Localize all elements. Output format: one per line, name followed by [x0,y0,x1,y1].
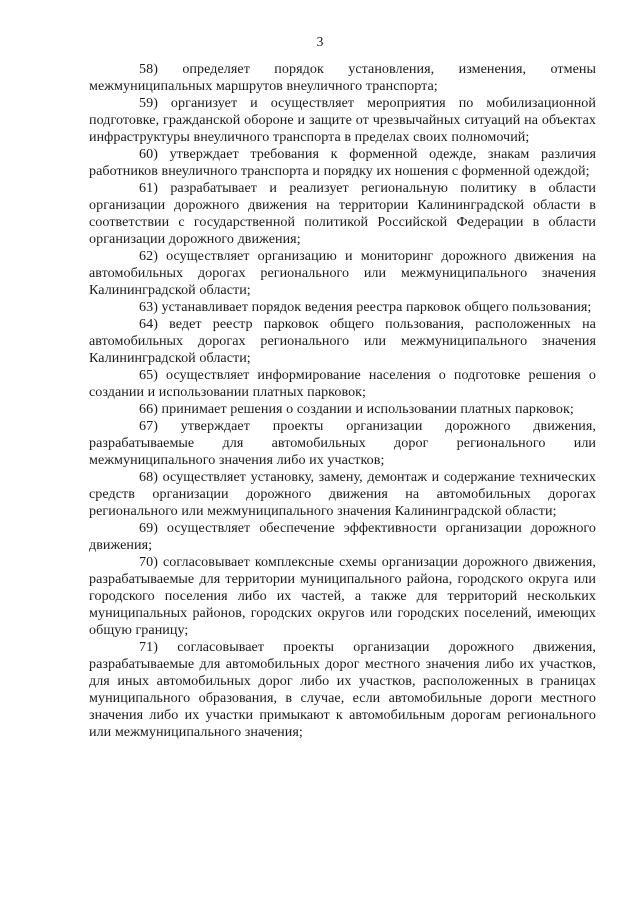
paragraph-63: 63) устанавливает порядок ведения реестра парковок общего пользования; [139,299,592,315]
paragraph-59: 59) организует и осуществляет мероприятия по мобилизационной подготовке, гражданской обороне и защите от чрезвычайных ситуаций на объектах инфраструктуры внеуличного транспорта в пределах своих полномочий; [89,95,596,145]
paragraph-61: 61) разрабатывает и реализует региональную политику в области организации дорожного движения на территории Калининградской области в соответствии с государственной политикой Российской Федерации в области организации дорожного движения; [89,180,596,247]
paragraph-68: 68) осуществляет установку, замену, демонтаж и содержание технических средств организации дорожного движения на автомобильных дорогах регионального или межмуниципального значения Калининградской области; [89,469,596,519]
paragraph-66: 66) принимает решения о создании и использовании платных парковок; [139,401,574,417]
paragraph-71: 71) согласовывает проекты организации дорожного движения, разрабатываемые для автомобильных дорог местного значения либо их участков, для иных автомобильных дорог либо их участков, расположенных в границах муниципального образования, в случае, если автомобильные дороги местного значения либо их участки примыкают к автомобильным дорогам регионального или межмуниципального значения; [89,639,596,740]
paragraph-70: 70) согласовывает комплексные схемы организации дорожного движения, разрабатываемые для территории муниципального района, городского округа или городского поселения либо их частей, а также для территорий нескольких муниципальных районов, городских округов или городских поселений, имеющих общую границу; [89,554,596,638]
paragraph-69: 69) осуществляет обеспечение эффективности организации дорожного движения; [89,520,596,553]
paragraph-60: 60) утверждает требования к форменной одежде, знакам различия работников внеуличного транспорта и порядку их ношения с форменной одеждой; [89,146,596,179]
document-body [89,61,596,741]
paragraph-58: 58) определяет порядок установления, изменения, отмены межмуниципальных маршрутов внеуличного транспорта; [89,61,596,94]
paragraph-62: 62) осуществляет организацию и мониторинг дорожного движения на автомобильных дорогах регионального или межмуниципального значения Калининградской области; [89,248,596,298]
paragraph-67: 67) утверждает проекты организации дорожного движения, разрабатываемые для автомобильных дорог регионального или межмуниципального значения либо их участков; [89,418,596,468]
paragraph-65: 65) осуществляет информирование населения о подготовке решения о создании и использовании платных парковок; [89,367,596,400]
paragraph-64: 64) ведет реестр парковок общего пользования, расположенных на автомобильных дорогах регионального или межмуниципального значения Калининградской области; [89,316,596,366]
page-number: 3 [316,34,324,49]
